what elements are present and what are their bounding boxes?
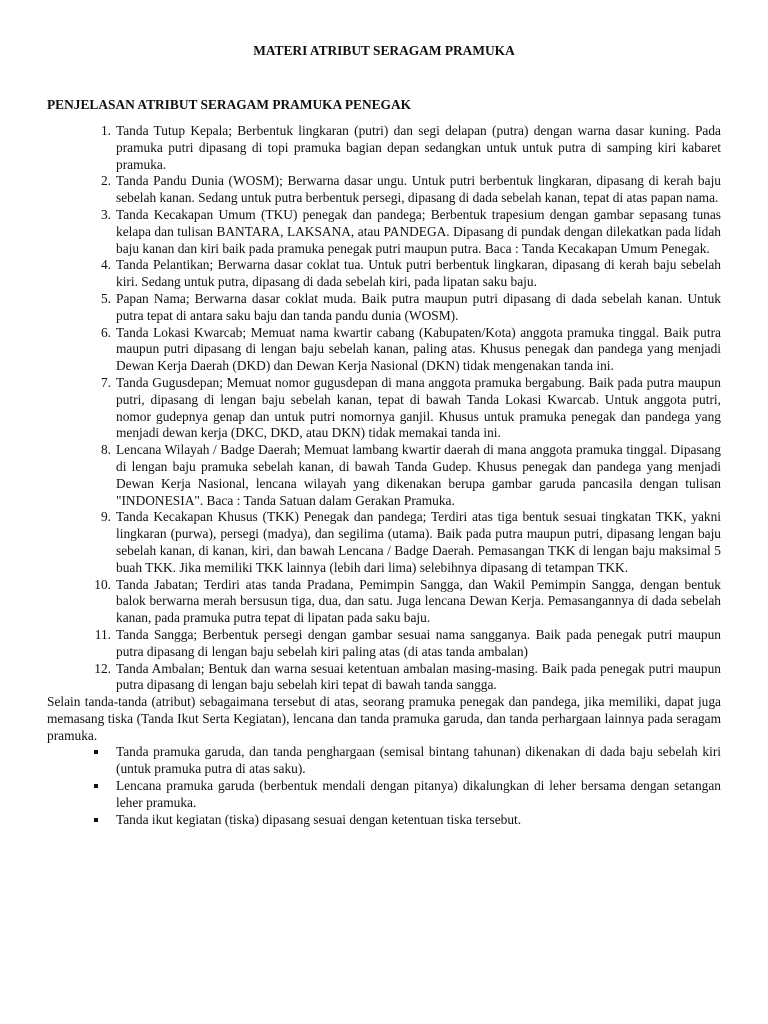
list-item-text: Tanda Lokasi Kwarcab; Memuat nama kwartir cabang (Kabupaten/Kota) anggota pramuka tinggal. Baik putra maupun putri dipasang di lengan baju sebelah kanan, paling atas. Khusus penegak dan pandega yang menjadi Dewan Kerja Daerah (DKD) dan Dewan Kerja Nasional (DKN) tidak mengenakan tanda ini. [116, 324, 721, 374]
square-bullet-icon [94, 784, 98, 788]
list-item-text: Tanda Gugusdepan; Memuat nomor gugusdepan di mana anggota pramuka bergabung. Baik pada putra maupun putri, dipasang di lengan baju sebelah kanan, tepat di bawah Tanda Lokasi Kwarcab. Untuk anggota putri, nomor gudepnya genap dan untuk putri nomornya ganjil. Khusus untuk pramuka penegak dan pandega yang menjadi dewan kerja (DKC, DKD, atau DKN) tidak memakai tanda ini. [116, 374, 721, 441]
list-number: 12. [94, 660, 111, 676]
list-item [100, 442, 721, 509]
list-item-text: Lencana Wilayah / Badge Daerah; Memuat lambang kwartir daerah di mana anggota pramuka tinggal. Dipasang di lengan baju pramuka sebelah kanan, di bawah Tanda Gudep. Khusus penegak dan pandega yang menjadi Dewan Kerja Nasional, lencana wilayah yang dikenakan berupa gambar garuda pancasila dengan tulisan "INDONESIA". Baca : Tanda Satuan dalam Gerakan Pramuka. [116, 442, 721, 508]
body-paragraph: Selain tanda-tanda (atribut) sebagaimana tersebut di atas, seorang pramuka penegak dan pandega, jika memiliki, dapat juga memasang tiska (Tanda Ikut Serta Kegiatan), lencana dan tanda pramuka garuda, dan tanda perhargaan lainnya pada seragam pramuka. [47, 694, 721, 743]
list-item-text: Tanda Jabatan; Terdiri atas tanda Pradana, Pemimpin Sangga, dan Wakil Pemimpin Sangga, dengan bentuk balok berwarna merah bersusun tiga, dua, dan satu. Juga lencana Dewan Kerja. Pemasangannya di dada sebelah kanan, pada pramuka putra tepat di lipatan pada saku baju. [116, 576, 721, 626]
list-item [94, 626, 721, 661]
list-item-text: Tanda Kecakapan Khusus (TKK) Penegak dan pandega; Terdiri atas tiga bentuk sesuai tingkatan TKK, yakni lingkaran (purwa), persegi (madya), dan segilima (utama). Baik pada putra maupun putri, dipasang lengan baju sebelah kanan, di kanan, kiri, dan bawah Lencana / Badge Daerah. Pemasangan TKK di lengan baju maksimal 5 buah TKK. Jika memiliki TKK lainnya (lebih dari lima) selebihnya dipasang di tetampan TKK. [116, 509, 721, 575]
list-number: 1. [100, 123, 111, 138]
list-item [100, 206, 721, 257]
bullet-item [116, 744, 721, 778]
list-item-text: Tanda Pelantikan; Berwarna dasar coklat tua. Untuk putri berbentuk lingkaran, dipasang di kerah baju sebelah kiri. Sedang untuk putra, dipasang di dada sebelah kiri, pada lipatan saku baju. [116, 257, 721, 290]
list-item [100, 374, 721, 442]
square-bullet-icon [94, 750, 98, 754]
list-item [100, 123, 721, 173]
list-item-text: Papan Nama; Berwarna dasar coklat muda. Baik putra maupun putri dipasang di dada sebelah kanan. Untuk putra tepat di antara saku baju dan tanda pandu dunia (WOSM). [116, 290, 721, 323]
list-item [94, 576, 721, 627]
list-item [100, 324, 721, 375]
list-item-text: Tanda Ambalan; Bentuk dan warna sesuai ketentuan ambalan masing-masing. Baik pada penegak putri maupun putra dipasang di lengan baju sebelah kiri tepat di bawah tanda sangga. [116, 660, 721, 693]
list-number: 6. [100, 324, 111, 340]
list-number: 8. [100, 442, 111, 458]
list-item [100, 173, 721, 207]
attribute-list [47, 123, 721, 694]
bullet-item [116, 778, 721, 812]
list-item [100, 509, 721, 576]
list-number: 9. [100, 509, 111, 525]
bullet-text: Lencana pramuka garuda (berbentuk mendali dengan pitanya) dikalungkan di leher bersama dengan setangan leher pramuka. [116, 778, 721, 810]
list-item [100, 257, 721, 291]
list-number: 7. [100, 374, 111, 390]
bullet-text: Tanda pramuka garuda, dan tanda penghargaan (semisal bintang tahunan) dikenakan di dada baju sebelah kiri (untuk pramuka putra di atas saku). [116, 744, 721, 777]
list-item-text: Tanda Tutup Kepala; Berbentuk lingkaran (putri) dan segi delapan (putra) dengan warna dasar kuning. Pada pramuka putri dipasang di topi pramuka bagian depan sedangkan untuk untuk putra di samping kiri kabaret pramuka. [116, 123, 721, 172]
list-item-text: Tanda Kecakapan Umum (TKU) penegak dan pandega; Berbentuk trapesium dengan gambar sepasang tunas kelapa dan tulisan BANTARA, LAKSANA, atau PANDEGA. Dipasang di pundak dengan dilekatkan pada lidah baju kanan dan kiri baik pada pramuka penegak putri maupun putra. Baca : Tanda Kecakapan Umum Penegak. [116, 206, 721, 256]
section-heading: PENJELASAN ATRIBUT SERAGAM PRAMUKA PENEGAK [47, 97, 412, 112]
list-number: 4. [100, 257, 111, 273]
square-bullet-icon [94, 818, 98, 822]
list-number: 11. [94, 626, 111, 642]
list-number: 10. [94, 576, 111, 592]
list-number: 3. [100, 206, 111, 222]
list-item-text: Tanda Sangga; Berbentuk persegi dengan gambar sesuai nama sangganya. Baik pada penegak putri maupun putra dipasang di lengan baju sebelah kiri paling atas (di atas tanda ambalan) [116, 626, 721, 659]
bullet-text: Tanda ikut kegiatan (tiska) dipasang sesuai dengan ketentuan tiska tersebut. [116, 811, 522, 827]
bullet-item [116, 812, 721, 829]
bullet-list [47, 744, 721, 828]
document-title: MATERI ATRIBUT SERAGAM PRAMUKA [253, 43, 515, 58]
list-number: 2. [100, 173, 111, 189]
list-item [100, 290, 721, 325]
list-item-text: Tanda Pandu Dunia (WOSM); Berwarna dasar ungu. Untuk putri berbentuk lingkaran, dipasang di kerah baju sebelah kanan. Sedang untuk putra berbentuk persegi, dipasang di dada sebelah kanan, tepat di atas papan nama. [116, 173, 721, 206]
list-number: 5. [100, 290, 111, 306]
list-item [94, 660, 721, 695]
document-body [47, 123, 721, 828]
